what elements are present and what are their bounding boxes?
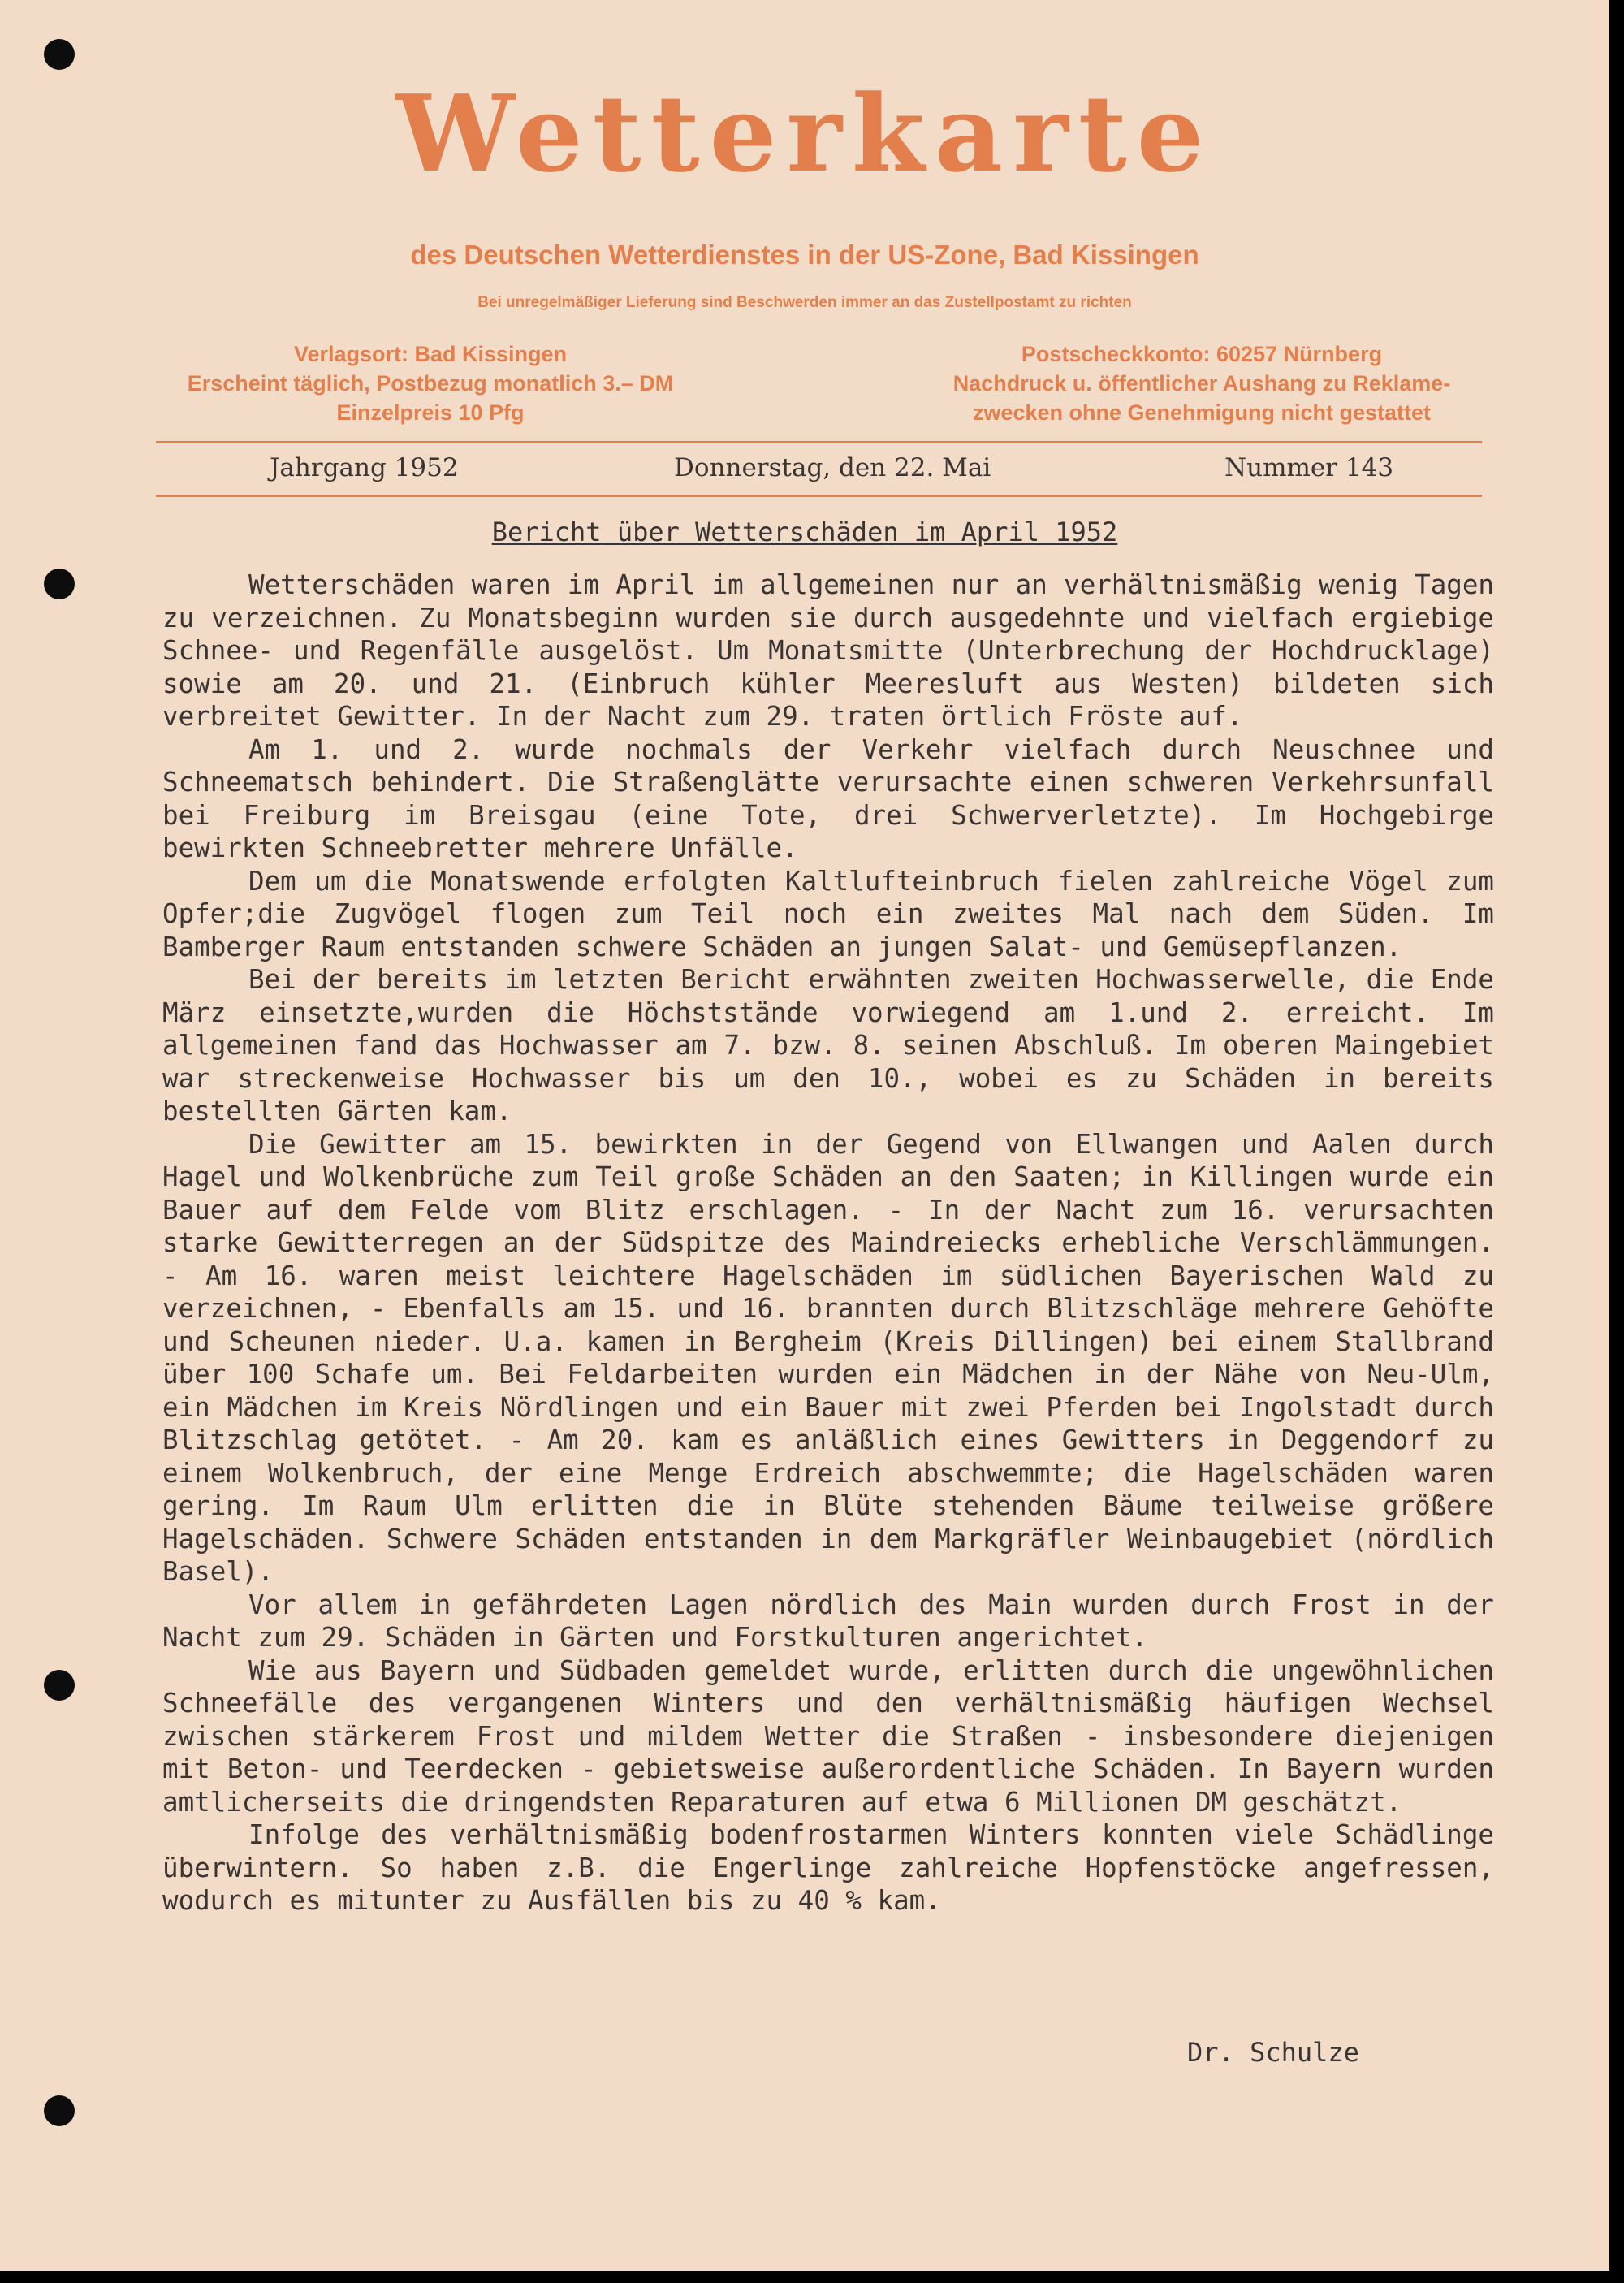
masthead-subtitle: des Deutschen Wetterdienstes in der US-Zone, Bad Kissingen bbox=[410, 240, 1199, 270]
article-paragraph: Am 1. und 2. wurde nochmals der Verkehr vielfach durch Neuschnee und Schneematsch behindert. Die Straßenglätte verursachte einen schweren Verkehrsunfall bei Freiburg im Breisgau (eine Tote, drei Schwerverletzte). Im Hochgebirge bewirkten Schneebretter mehrere Unfälle. bbox=[162, 733, 1494, 863]
header-rule-bottom bbox=[156, 495, 1482, 497]
publisher-info-line: Verlagsort: Bad Kissingen bbox=[293, 342, 568, 366]
punch-hole bbox=[44, 569, 75, 599]
punch-hole bbox=[44, 39, 75, 70]
publisher-info-line: Einzelpreis 10 Pfg bbox=[336, 400, 525, 425]
article-paragraph: Bei der bereits im letzten Bericht erwähnten zweiten Hochwasserwelle, die Ende März einsetzte,wurden die Höchststände vorwiegend am 1.und 2. erreicht. Im allgemeinen fand das Hochwasser am 7. bzw. 8. seinen Abschluß. Im oberen Maingebiet war streckenweise Hochwasser bis um den 10., wobei es zu Schäden in bereits bestellten Gärten kam. bbox=[162, 964, 1494, 1126]
issue-number: Nummer 143 bbox=[1224, 453, 1394, 482]
account-info-line: zwecken ohne Genehmigung nicht gestattet bbox=[972, 400, 1432, 425]
article-paragraph: Wie aus Bayern und Südbaden gemeldet wurde, erlitten durch die ungewöhnlichen Schneefälle des vergangenen Winters und den verhältnismäßig häufigen Wechsel zwischen stärkerem Frost und mildem Wetter die Straßen - insbesondere diejenigen mit Beton- und Teerdecken - gebietsweise außerordentliche Schäden. In Bayern wurden amtlicherseits die dringendsten Reparaturen auf etwa 6 Millionen DM geschätzt. bbox=[162, 1654, 1494, 1818]
masthead-title: Wetterkarte bbox=[395, 71, 1214, 196]
account-info bbox=[918, 339, 1486, 427]
article-body bbox=[162, 569, 1494, 1918]
issue-date: Donnerstag, den 22. Mai bbox=[674, 453, 991, 482]
article-title: Bericht über Wetterschäden im April 1952 bbox=[491, 517, 1118, 547]
delivery-notice: Bei unregelmäßiger Lieferung sind Beschwerden immer an das Zustellpostamt zu richten bbox=[477, 294, 1132, 311]
issue-volume: Jahrgang 1952 bbox=[270, 453, 459, 482]
article-paragraph: Wetterschäden waren im April im allgemeinen nur an verhältnismäßig wenig Tagen zu verzeichnen. Zu Monatsbeginn wurden sie durch ausgedehnte und vielfach ergiebige Schnee- und Regenfälle ausgelöst. Um Monatsmitte (Unterbrechung der Hochdrucklage) sowie am 20. und 21. (Einbruch kühler Meeresluft aus Westen) bildeten sich verbreitet Gewitter. In der Nacht zum 29. traten örtlich Fröste auf. bbox=[162, 569, 1494, 732]
publisher-info bbox=[162, 339, 698, 427]
article-paragraph: Dem um die Monatswende erfolgten Kaltlufteinbruch fielen zahlreiche Vögel zum Opfer;die Zugvögel flogen zum Teil noch ein zweites Mal nach dem Süden. Im Bamberger Raum entstanden schwere Schäden an jungen Salat- und Gemüsepflanzen. bbox=[162, 865, 1494, 962]
publisher-info-line: Erscheint täglich, Postbezug monatlich 3.– DM bbox=[187, 371, 674, 396]
article-paragraph: Infolge des verhältnismäßig bodenfrostarmen Winters konnten viele Schädlinge überwintern. So haben z.B. die Engerlinge zahlreiche Hopfenstöcke angefressen, wodurch es mitunter zu Ausfällen bis zu 40 % kam. bbox=[162, 1819, 1494, 1916]
account-info-line: Nachdruck u. öffentlicher Aushang zu Reklame- bbox=[952, 371, 1451, 396]
punch-hole bbox=[44, 2095, 75, 2126]
header-rule-top bbox=[156, 441, 1482, 443]
punch-hole bbox=[44, 1670, 75, 1701]
author-signature: Dr. Schulze bbox=[1187, 2037, 1359, 2068]
article-paragraph: Die Gewitter am 15. bewirkten in der Gegend von Ellwangen und Aalen durch Hagel und Wolkenbrüche zum Teil große Schäden an den Saaten; in Killingen wurde ein Bauer auf dem Felde vom Blitz erschlagen. - In der Nacht zum 16. verursachten starke Gewitterregen an der Südspitze des Maindreiecks erhebliche Verschlämmungen. - Am 16. waren meist leichtere Hagelschäden im südlichen Bayerischen Wald zu verzeichnen, - Ebenfalls am 15. und 16. brannten durch Blitzschläge mehrere Gehöfte und Scheunen nieder. U.a. kamen in Bergheim (Kreis Dillingen) bei einem Stallbrand über 100 Schafe um. Bei Feldarbeiten wurden ein Mädchen in der Nähe von Neu-Ulm, ein Mädchen im Kreis Nördlingen und ein Bauer mit zwei Pferden bei Ingolstadt durch Blitzschlag getötet. - Am 20. kam es anläßlich eines Gewitters in Deggendorf zu einem Wolkenbruch, der eine Menge Erdreich abschwemmte; die Hagelschäden waren gering. Im Raum Ulm erlitten die in Blüte stehenden Bäume teilweise größere Hagelschäden. Schwere Schäden entstanden in dem Markgräfler Weinbaugebiet (nördlich Basel). bbox=[162, 1128, 1494, 1587]
account-info-line: Postscheckkonto: 60257 Nürnberg bbox=[1021, 342, 1383, 366]
article-paragraph: Vor allem in gefährdeten Lagen nördlich des Main wurden durch Frost in der Nacht zum 29. Schäden in Gärten und Forstkulturen angerichtet. bbox=[162, 1589, 1494, 1653]
